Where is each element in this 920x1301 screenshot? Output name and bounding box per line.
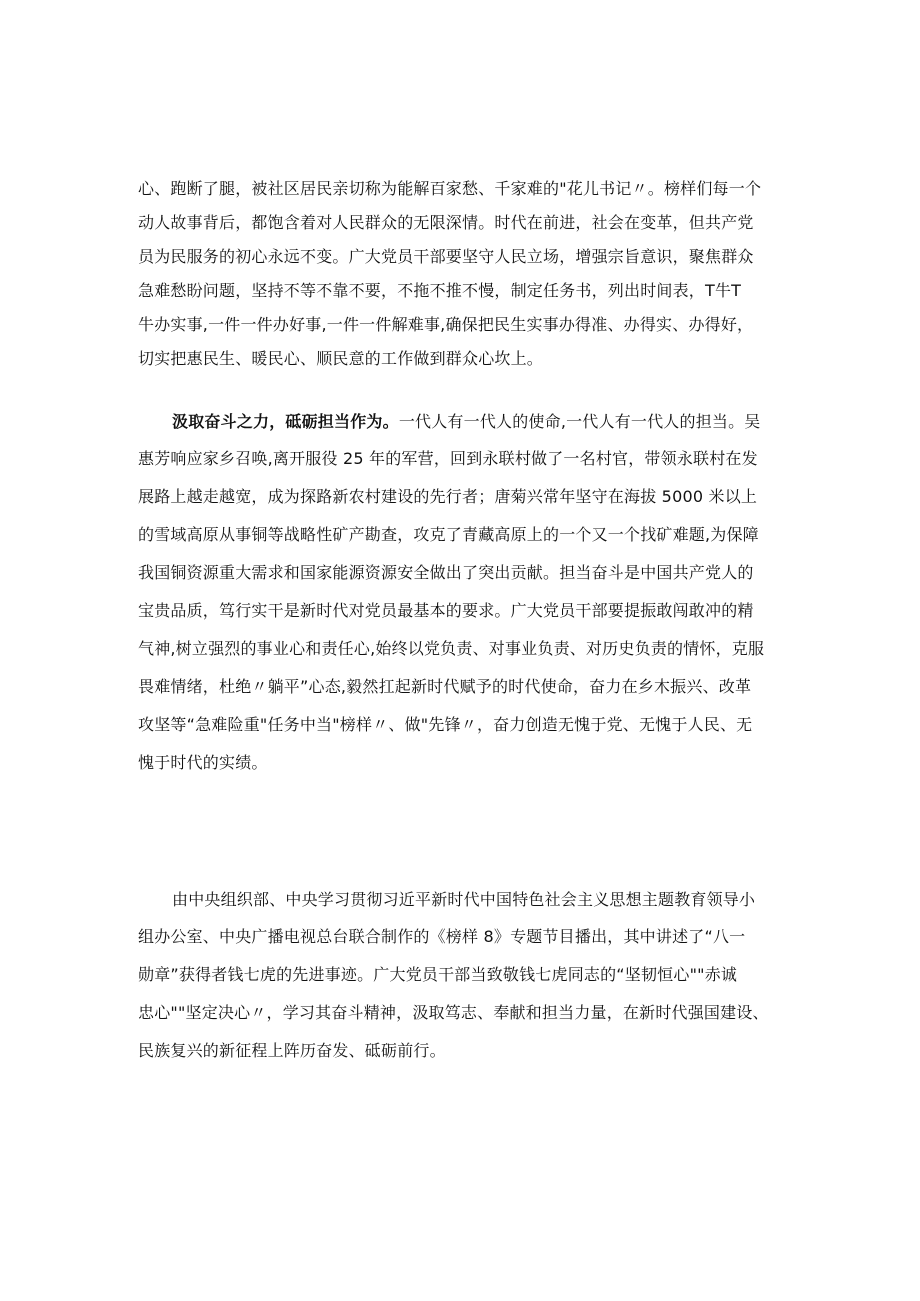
paragraph-line: 愧于时代的实绩。: [138, 753, 268, 772]
paragraph-line: 畏难情绪，杜绝〃躺平”心态,毅然扛起新时代赋予的时代使命，奋力在乡木振兴、改革: [138, 677, 752, 696]
paragraph-first-line: [172, 409, 761, 432]
paragraph-line: 切实把惠民生、暖民心、顺民意的工作做到群众心坎上。: [138, 349, 544, 368]
paragraph-line: 的雪域高原从事铜等战略性矿产勘查，攻克了青藏高原上的一个又一个找矿难题,为保障: [138, 525, 759, 544]
paragraph-lead-heading: 汲取奋斗之力，砥砺担当作为。: [172, 412, 399, 431]
paragraph-line: 民族复兴的新征程上阵历奋发、砥砺前行。: [138, 1041, 446, 1060]
paragraph-line: 我国铜资源重大需求和国家能源资源安全做出了突出贡献。担当奋斗是中国共产党人的: [138, 563, 754, 582]
paragraph-line: 展路上越走越宽，成为探路新农村建设的先行者；唐菊兴常年坚守在海拔 5000 米以上: [138, 487, 758, 506]
paragraph-line: 宝贵品质，笃行实干是新时代对党员最基本的要求。广大党员干部要提振敢闯敢冲的精: [138, 601, 754, 620]
paragraph-line: 员为民服务的初心永远不变。广大党员干部要坚守人民立场，增强宗旨意识，聚焦群众: [138, 247, 754, 266]
paragraph-line: 心、跑断了腿，被社区居民亲切称为能解百家愁、千家难的"花儿书记〃。榜样们每一个: [138, 179, 762, 198]
paragraph-line-text: 一代人有一代人的使命,一代人有一代人的担当。吴: [398, 412, 761, 431]
paragraph-line: 组办公室、中央广播电视总台联合制作的《榜样 8》专题节目播出，其中讲述了“八一: [138, 927, 746, 946]
paragraph-line: 忠心""坚定决心〃，学习其奋斗精神，汲取笃志、奉献和担当力量，在新时代强国建设、: [138, 1003, 769, 1022]
paragraph-line: 急难愁盼问题，坚持不等不靠不要，不拖不推不慢，制定任务书，列出时间表，T牛T: [138, 281, 742, 300]
paragraph-line: 勋章”获得者钱七虎的先进事迹。广大党员干部当致敬钱七虎同志的“坚韧恒心""赤诚: [138, 965, 738, 984]
paragraph-line: 惠芳响应家乡召唤,离开服役 25 年的军营，回到永联村做了一名村官，带领永联村在发: [138, 449, 758, 468]
paragraph-line: 攻坚等“急难险重"任务中当"榜样〃、做"先锋〃，奋力创造无愧于党、无愧于人民、无: [138, 715, 753, 734]
paragraph-line: 牛办实事,一件一件办好事,一件一件解难事,确保把民生实事办得准、办得实、办得好，: [138, 315, 754, 334]
paragraph-line: 动人故事背后，都饱含着对人民群众的无限深情。时代在前进，社会在变革，但共产党: [138, 213, 754, 232]
paragraph-line: 气神,树立强烈的事业心和责任心,始终以党负责、对事业负责、对历史负责的情怀，克服: [138, 639, 765, 658]
paragraph-first-line: 由中央组织部、中央学习贯彻习近平新时代中国特色社会主义思想主题教育领导小: [172, 890, 756, 909]
